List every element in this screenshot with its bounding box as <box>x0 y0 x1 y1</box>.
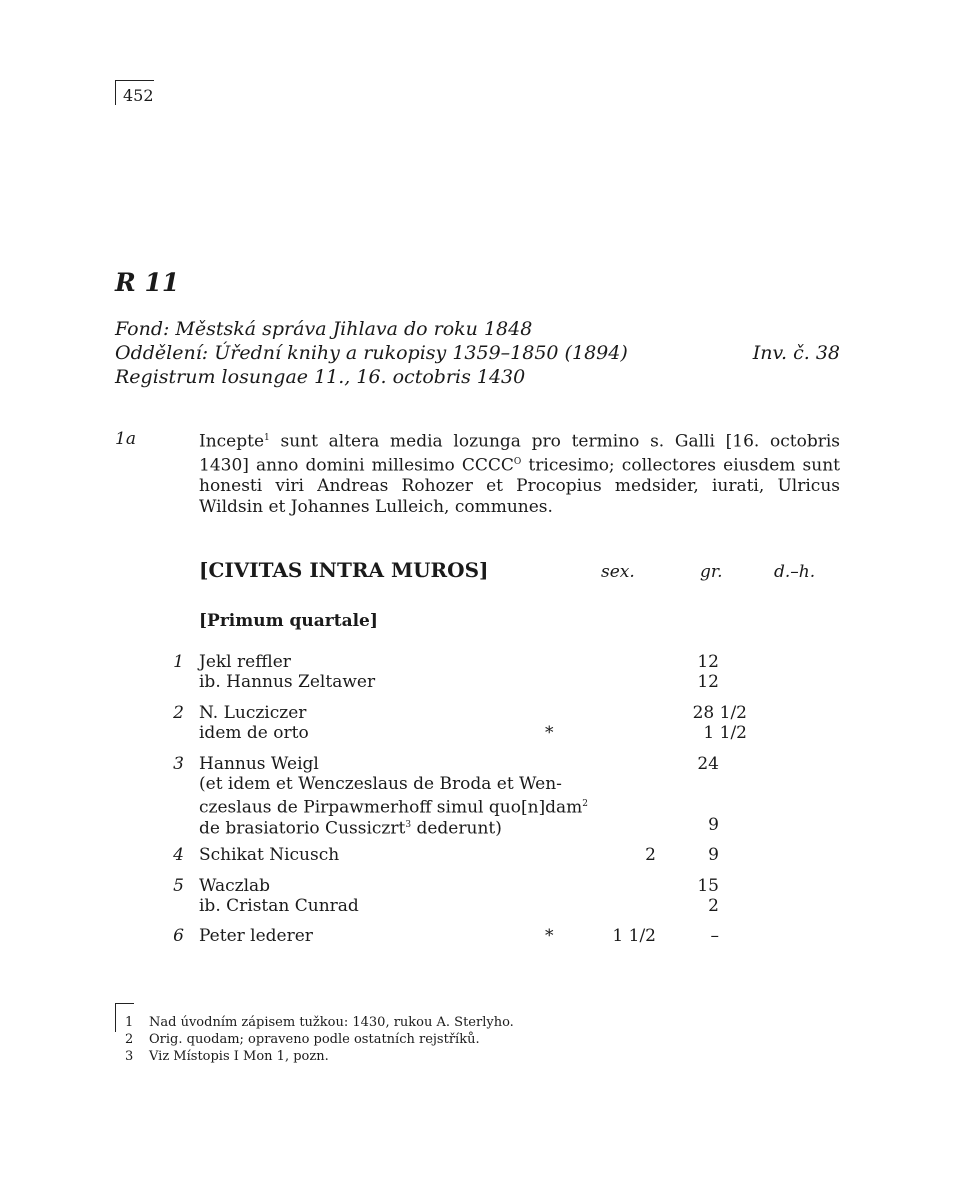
footnote <box>125 1048 514 1065</box>
footnote-number: 1 <box>125 1015 134 1030</box>
entry-row-name: idem de orto <box>199 723 309 743</box>
intro-text: sunt altera media lozunga pro termino s. Galli [16. octobris 1430] anno domini millesimo CCCC <box>199 431 840 476</box>
entry-row-number: 3 <box>173 754 184 774</box>
entry-row-gr: 9 <box>708 845 719 865</box>
footnote-ref: 3 <box>405 820 412 830</box>
entry-row-number: 2 <box>173 703 184 723</box>
oddeleni-line: Oddělení: Úřední knihy a rukopisy 1359–1850 (1894) <box>115 342 628 364</box>
footnote-ref: 1 <box>264 433 270 443</box>
footnote-number: 3 <box>125 1049 134 1064</box>
entry-row-mark: * <box>545 926 554 946</box>
entry-row-gr: 1 1/2 <box>703 723 747 743</box>
registrum-line: Registrum losungae 11., 16. octobris 1430 <box>115 366 526 388</box>
column-header-gr: gr. <box>700 562 723 582</box>
entry-row-gr: 28 1/2 <box>692 703 747 723</box>
entry-row-name: czeslaus de Pirpawmerhoff simul quo[n]dam$^2$ <box>199 797 589 818</box>
intro-text-end: tricesimo; collectores eiusdem sunt honesti viri Andreas Rohozer et Procopius medsider, iurati, Ulricus Wildsin et Johannes Lulleich, communes. <box>199 455 840 517</box>
entry-row-sex: 1 1/2 <box>612 926 656 946</box>
entry-number: 1a <box>115 429 136 449</box>
entry-row-name: ib. Cristan Cunrad <box>199 896 359 916</box>
fond-line: Fond: Městská správa Jihlava do roku 1848 <box>115 318 533 340</box>
superscript-o: O <box>513 457 522 468</box>
entry-row-mark: * <box>545 723 554 743</box>
entry-row-name: Hannus Weigl <box>199 754 319 774</box>
entry-row-number: 5 <box>173 876 184 896</box>
footnote-number: 2 <box>125 1032 134 1047</box>
entry-row-name: Peter lederer <box>199 926 313 946</box>
entry-row-gr: 24 <box>697 754 719 774</box>
record-title: R 11 <box>115 268 180 297</box>
footnote <box>125 1031 514 1048</box>
section-heading: [CIVITAS INTRA MUROS] <box>199 558 489 582</box>
page-number: 452 <box>115 80 154 105</box>
entry-row-name: ib. Hannus Zeltawer <box>199 672 376 692</box>
footnote <box>125 1014 514 1031</box>
entry-row-name: (et idem et Wenczeslaus de Broda et Wen- <box>199 774 562 794</box>
entry-intro <box>199 428 840 517</box>
intro-word: Incepte <box>199 431 265 452</box>
inventory-number: Inv. č. 38 <box>752 342 840 364</box>
entry-row-gr: 12 <box>697 672 719 692</box>
entry-row-gr: 15 <box>697 876 719 896</box>
entry-row-gr: 12 <box>697 652 719 672</box>
footnotes <box>125 1014 514 1065</box>
entry-row-name: Jekl reffler <box>199 652 291 672</box>
entry-row-name: Schikat Nicusch <box>199 845 340 865</box>
entry-row-gr: 2 <box>708 896 719 916</box>
footnote-text: Orig. quodam; opraveno podle ostatních rejstříků. <box>149 1032 480 1047</box>
footnote-ref: 2 <box>582 799 589 809</box>
entry-row-name: de brasiatorio Cussiczrt$^3$ dederunt) <box>199 818 502 839</box>
footnote-text: Viz Místopis I Mon 1, pozn. <box>149 1049 329 1064</box>
footnote-text: Nad úvodním zápisem tužkou: 1430, rukou A. Sterlyho. <box>149 1015 514 1030</box>
entry-row-gr: – <box>710 926 719 946</box>
quartale-heading: [Primum quartale] <box>199 611 378 631</box>
entry-row-gr: 9 <box>708 815 719 835</box>
column-header-dh: d.–h. <box>774 562 816 582</box>
entry-row-number: 1 <box>173 652 184 672</box>
entry-row-sex: 2 <box>645 845 656 865</box>
entry-row-name: N. Lucziczer <box>199 703 307 723</box>
column-header-sex: sex. <box>601 562 635 582</box>
entry-row-number: 6 <box>173 926 184 946</box>
entry-row-number: 4 <box>173 845 184 865</box>
entry-row-name: Waczlab <box>199 876 271 896</box>
